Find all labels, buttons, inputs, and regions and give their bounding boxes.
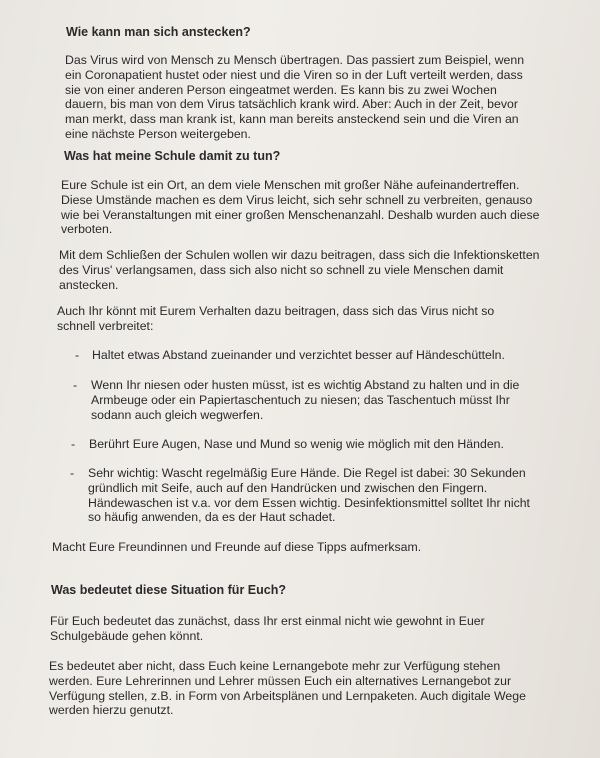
list-marker: - (75, 348, 80, 362)
paragraph-situation-2: Es bedeutet aber nicht, dass Euch keine Lernangebote mehr zur Verfügung stehen werden. Eure Lehrerinnen und Lehrer müssen Euch ein alternatives Lernangebot zur Verfügung stellen, z.B. in Form von Arbeitsplänen und Lernpaketen. Auch digitale Wege werden hierzu genutzt. (49, 659, 526, 718)
list-item-touch: Berührt Eure Augen, Nase und Mund so wenig wie möglich mit den Händen. (89, 437, 504, 451)
paragraph-share-tips: Macht Eure Freundinnen und Freunde auf diese Tipps aufmerksam. (52, 540, 422, 554)
heading-infection: Wie kann man sich anstecken? (66, 25, 251, 39)
heading-school: Was hat meine Schule damit zu tun? (64, 149, 281, 163)
list-item-distance: Haltet etwas Abstand zueinander und verzichtet besser auf Händeschütteln. (92, 348, 505, 362)
list-marker: - (71, 437, 76, 451)
heading-situation: Was bedeutet diese Situation für Euch? (51, 583, 286, 597)
paragraph-school-2: Mit dem Schließen der Schulen wollen wir dazu beitragen, dass sich die Infektionsketten des Virus' verlangsamen, dass sich also nicht so schnell zu viele Menschen damit anstecken. (59, 248, 540, 292)
paragraph-infection: Das Virus wird von Mensch zu Mensch übertragen. Das passiert zum Beispiel, wenn ein Coronapatient hustet oder niest und die Viren so in der Luft verteilt werden, dass sie von einer anderen Person eingeatmet werden. Es kann bis zu zwei Wochen dauern, bis man von dem Virus tatsächlich krank wird. Aber: Auch in der Zeit, bevor man merkt, dass man krank ist, kann man bereits ansteckend sein und die Viren an eine nächste Person weitergeben. (65, 53, 525, 141)
list-item-wash: Sehr wichtig: Wascht regelmäßig Eure Hände. Die Regel ist dabei: 30 Sekunden gründlich mit Seife, auch auf den Handrücken und zwischen den Fingern. Händewaschen ist v.a. vor dem Essen wichtig. Desinfektionsmittel solltet Ihr nicht so häufig anwenden, da es der Haut schadet. (88, 466, 530, 525)
paragraph-situation-1: Für Euch bedeutet das zunächst, dass Ihr erst einmal nicht wie gewohnt in Euer Schulgebäude gehen könnt. (50, 614, 485, 643)
paragraph-school-3: Auch Ihr könnt mit Eurem Verhalten dazu beitragen, dass sich das Virus nicht so schnell verbreitet: (57, 304, 495, 333)
list-marker: - (73, 378, 78, 392)
list-item-sneeze: Wenn Ihr niesen oder husten müsst, ist es wichtig Abstand zu halten und in die Armbeuge oder ein Papiertaschentuch zu niesen; das Taschentuch müsst Ihr sodann auch gleich wegwerfen. (91, 378, 520, 422)
list-marker: - (70, 466, 75, 480)
paragraph-school-1: Eure Schule ist ein Ort, an dem viele Menschen mit großer Nähe aufeinandertreffen. Diese Umstände machen es dem Virus leicht, sich sehr schnell zu verbreiten, genauso wie bei Veranstaltungen mit einer großen Menschenanzahl. Deshalb wurden auch diese verboten. (61, 178, 540, 237)
